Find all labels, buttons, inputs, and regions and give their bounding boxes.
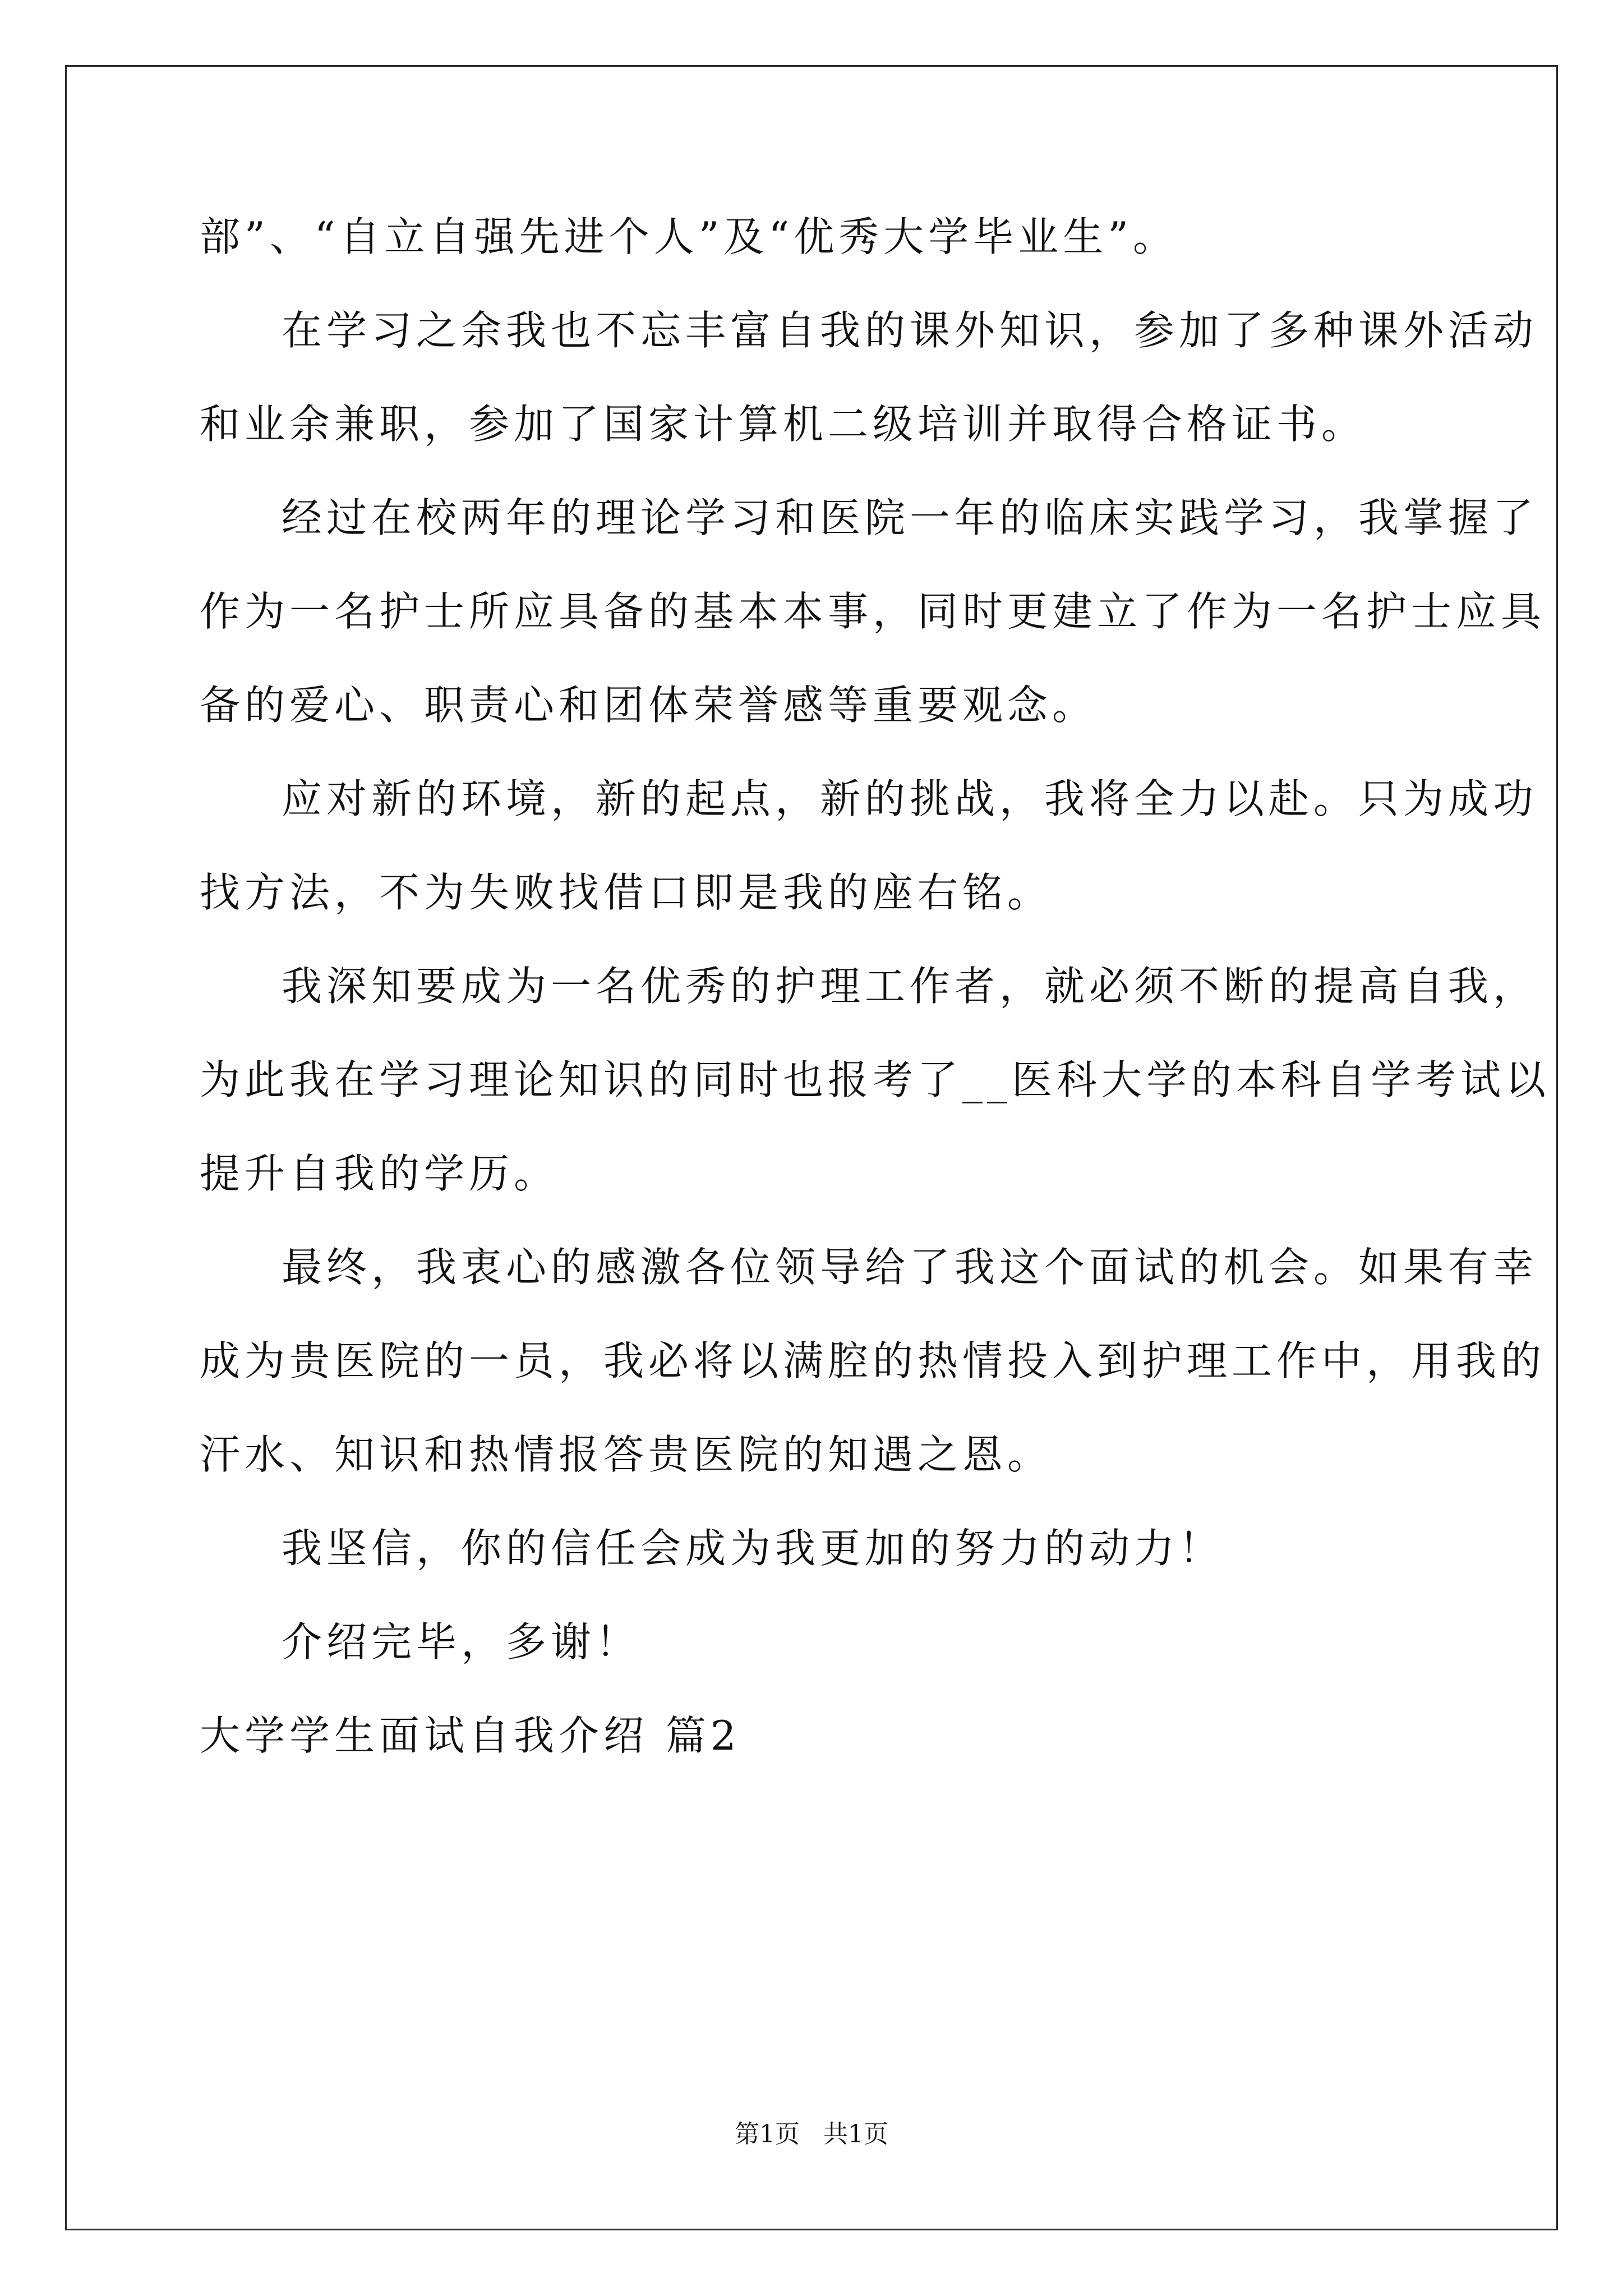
paragraph-2-line-1: 在学习之余我也不忘丰富自我的课外知识，参加了多种课外活动 bbox=[282, 307, 1538, 354]
paragraph-5-line-1: 我深知要成为一名优秀的护理工作者，就必须不断的提高自我， bbox=[282, 963, 1538, 1010]
paragraph-3-line-3: 备的爱心、职责心和团体荣誉感等重要观念。 bbox=[200, 682, 1098, 729]
paragraph-7-line-1: 我坚信，你的信任会成为我更加的努力的动力！ bbox=[282, 1525, 1224, 1572]
section-heading: 大学学生面试自我介绍 篇2 bbox=[200, 1712, 741, 1759]
paragraph-3-line-1: 经过在校两年的理论学习和医院一年的临床实践学习，我掌握了 bbox=[282, 494, 1538, 541]
paragraph-5-line-3: 提升自我的学历。 bbox=[200, 1150, 559, 1197]
paragraph-2-line-2: 和业余兼职，参加了国家计算机二级培训并取得合格证书。 bbox=[200, 401, 1367, 448]
page-footer: 第1页 共1页 bbox=[735, 2120, 888, 2148]
paragraph-5-line-2: 为此我在学习理论知识的同时也报考了__医科大学的本科自学考试以 bbox=[200, 1056, 1551, 1103]
paragraph-1-line-1: 部”、“自立自强先进个人”及“优秀大学毕业生”。 bbox=[200, 213, 1178, 260]
paragraph-6-line-3: 汗水、知识和热情报答贵医院的知遇之恩。 bbox=[200, 1431, 1053, 1478]
paragraph-8-line-1: 介绍完毕，多谢！ bbox=[282, 1618, 641, 1665]
paragraph-6-line-1: 最终，我衷心的感激各位领导给了我这个面试的机会。如果有幸 bbox=[282, 1244, 1538, 1291]
paragraph-3-line-2: 作为一名护士所应具备的基本本事，同时更建立了作为一名护士应具 bbox=[200, 588, 1546, 635]
paragraph-4-line-1: 应对新的环境，新的起点，新的挑战，我将全力以赴。只为成功 bbox=[282, 775, 1538, 822]
paragraph-6-line-2: 成为贵医院的一员，我必将以满腔的热情投入到护理工作中，用我的 bbox=[200, 1337, 1546, 1384]
paragraph-4-line-2: 找方法，不为失败找借口即是我的座右铭。 bbox=[200, 869, 1053, 916]
